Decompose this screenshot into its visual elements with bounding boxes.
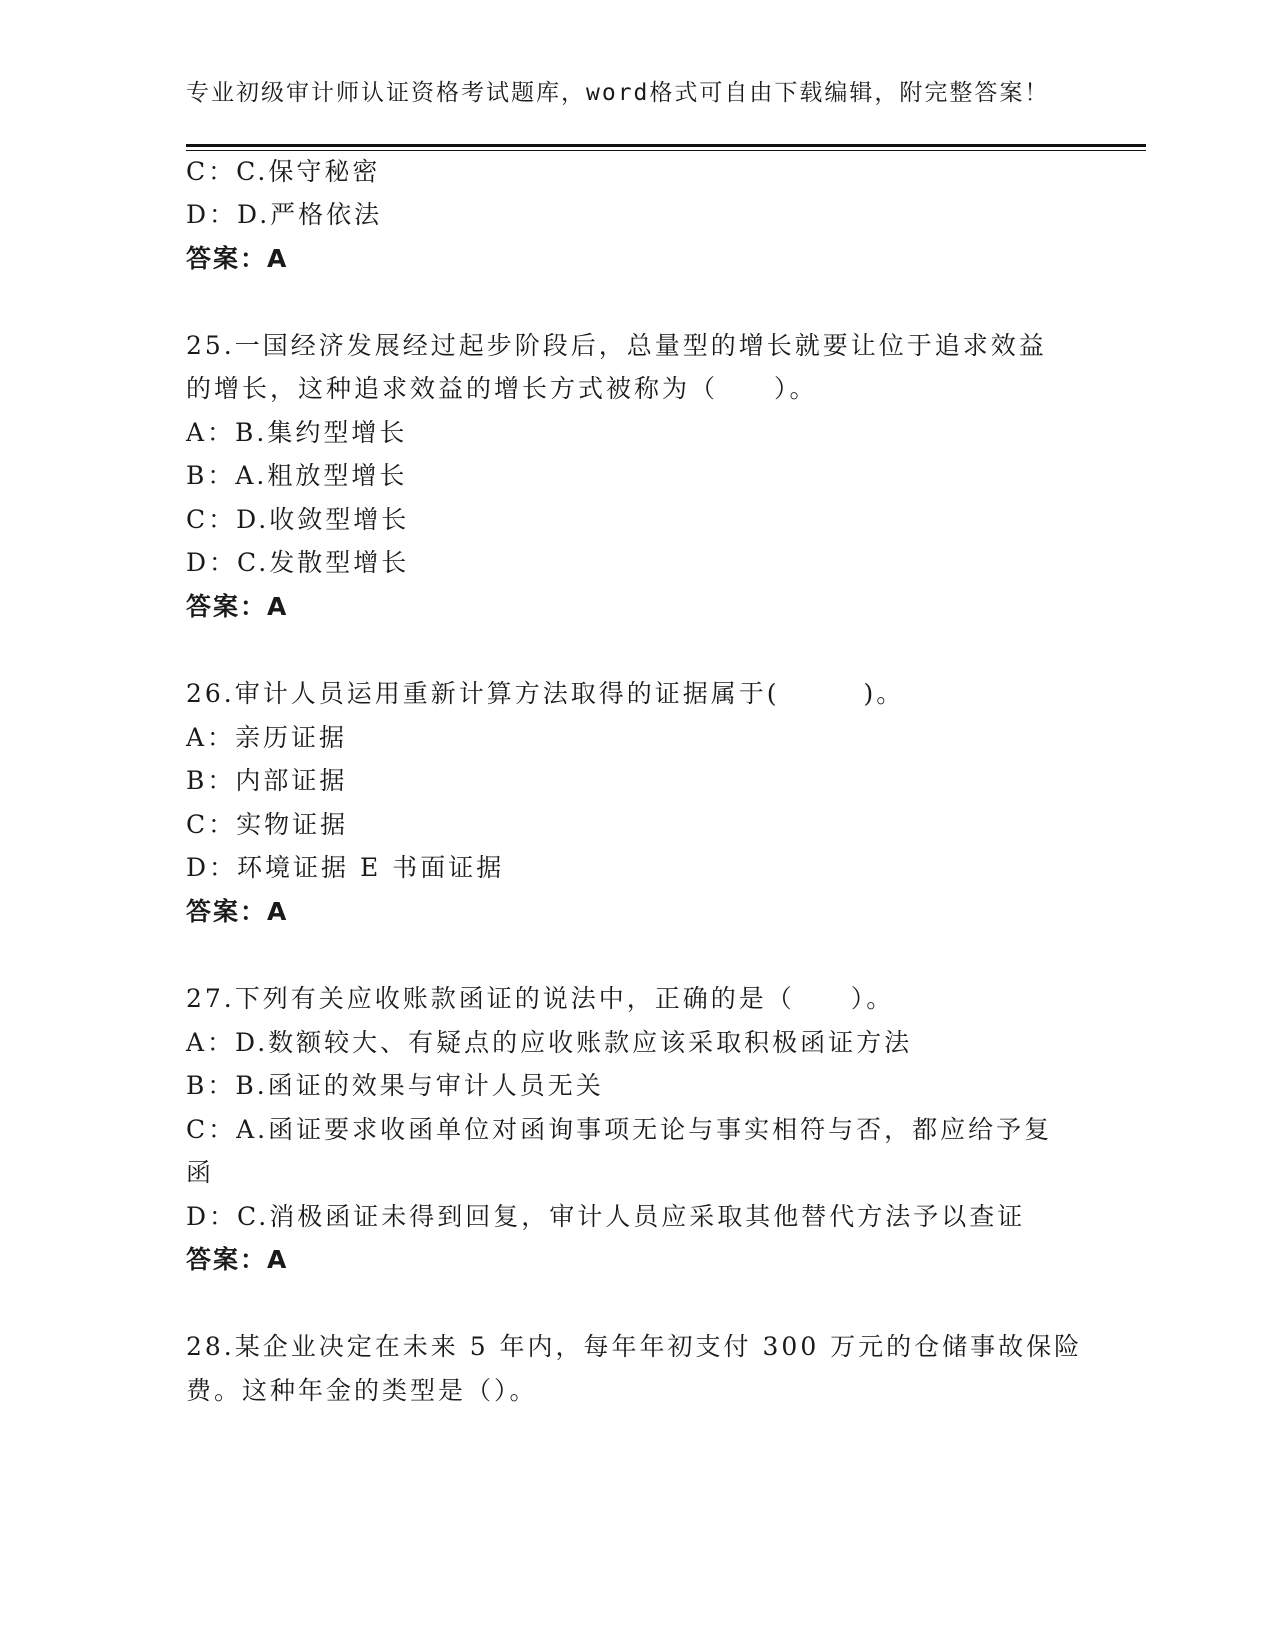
q27-option-d: D：C.消极函证未得到回复，审计人员应采取其他替代方法予以查证 (186, 1202, 1026, 1231)
q27-stem: 27.下列有关应收账款函证的说法中，正确的是（ ）。 (186, 984, 895, 1013)
q25-option-a: A：B.集约型增长 (186, 418, 408, 447)
page-header: 专业初级审计师认证资格考试题库，word格式可自由下载编辑，附完整答案！ (186, 80, 1050, 106)
q25-stem-line-2: 的增长，这种追求效益的增长方式被称为（ ）。 (186, 374, 818, 403)
q26-stem: 26.审计人员运用重新计算方法取得的证据属于( )。 (186, 679, 905, 708)
header-rule-thick (186, 144, 1146, 147)
q25-option-b: B：A.粗放型增长 (186, 461, 408, 490)
q24-option-c: C：C.保守秘密 (186, 157, 381, 186)
q27-option-c-line-2: 函 (186, 1158, 215, 1187)
q28-stem-line-1: 28.某企业决定在未来 5 年内，每年年初支付 300 万元的仓储事故保险 (186, 1332, 1083, 1361)
q26-option-c: C：实物证据 (186, 810, 349, 839)
q27-option-c-line-1: C：A.函证要求收函单位对函询事项无论与事实相符与否，都应给予复 (186, 1115, 1053, 1144)
q27-option-b: B：B.函证的效果与审计人员无关 (186, 1071, 604, 1100)
q26-option-a: A：亲历证据 (186, 723, 348, 752)
q28-stem-line-2: 费。这种年金的类型是（）。 (186, 1376, 538, 1405)
q24-answer: 答案：A (186, 244, 289, 273)
q25-stem-line-1: 25.一国经济发展经过起步阶段后，总量型的增长就要让位于追求效益 (186, 331, 1047, 360)
q26-option-b: B：内部证据 (186, 766, 348, 795)
q26-answer: 答案：A (186, 897, 289, 926)
q26-option-d: D：环境证据 E 书面证据 (186, 853, 505, 882)
q25-option-d: D：C.发散型增长 (186, 548, 410, 577)
q27-answer: 答案：A (186, 1245, 289, 1274)
q25-answer: 答案：A (186, 592, 289, 621)
header-rule-thin (186, 150, 1146, 151)
q24-option-d: D：D.严格依法 (186, 200, 383, 229)
q27-option-a: A：D.数额较大、有疑点的应收账款应该采取积极函证方法 (186, 1028, 913, 1057)
q25-option-c: C：D.收敛型增长 (186, 505, 410, 534)
